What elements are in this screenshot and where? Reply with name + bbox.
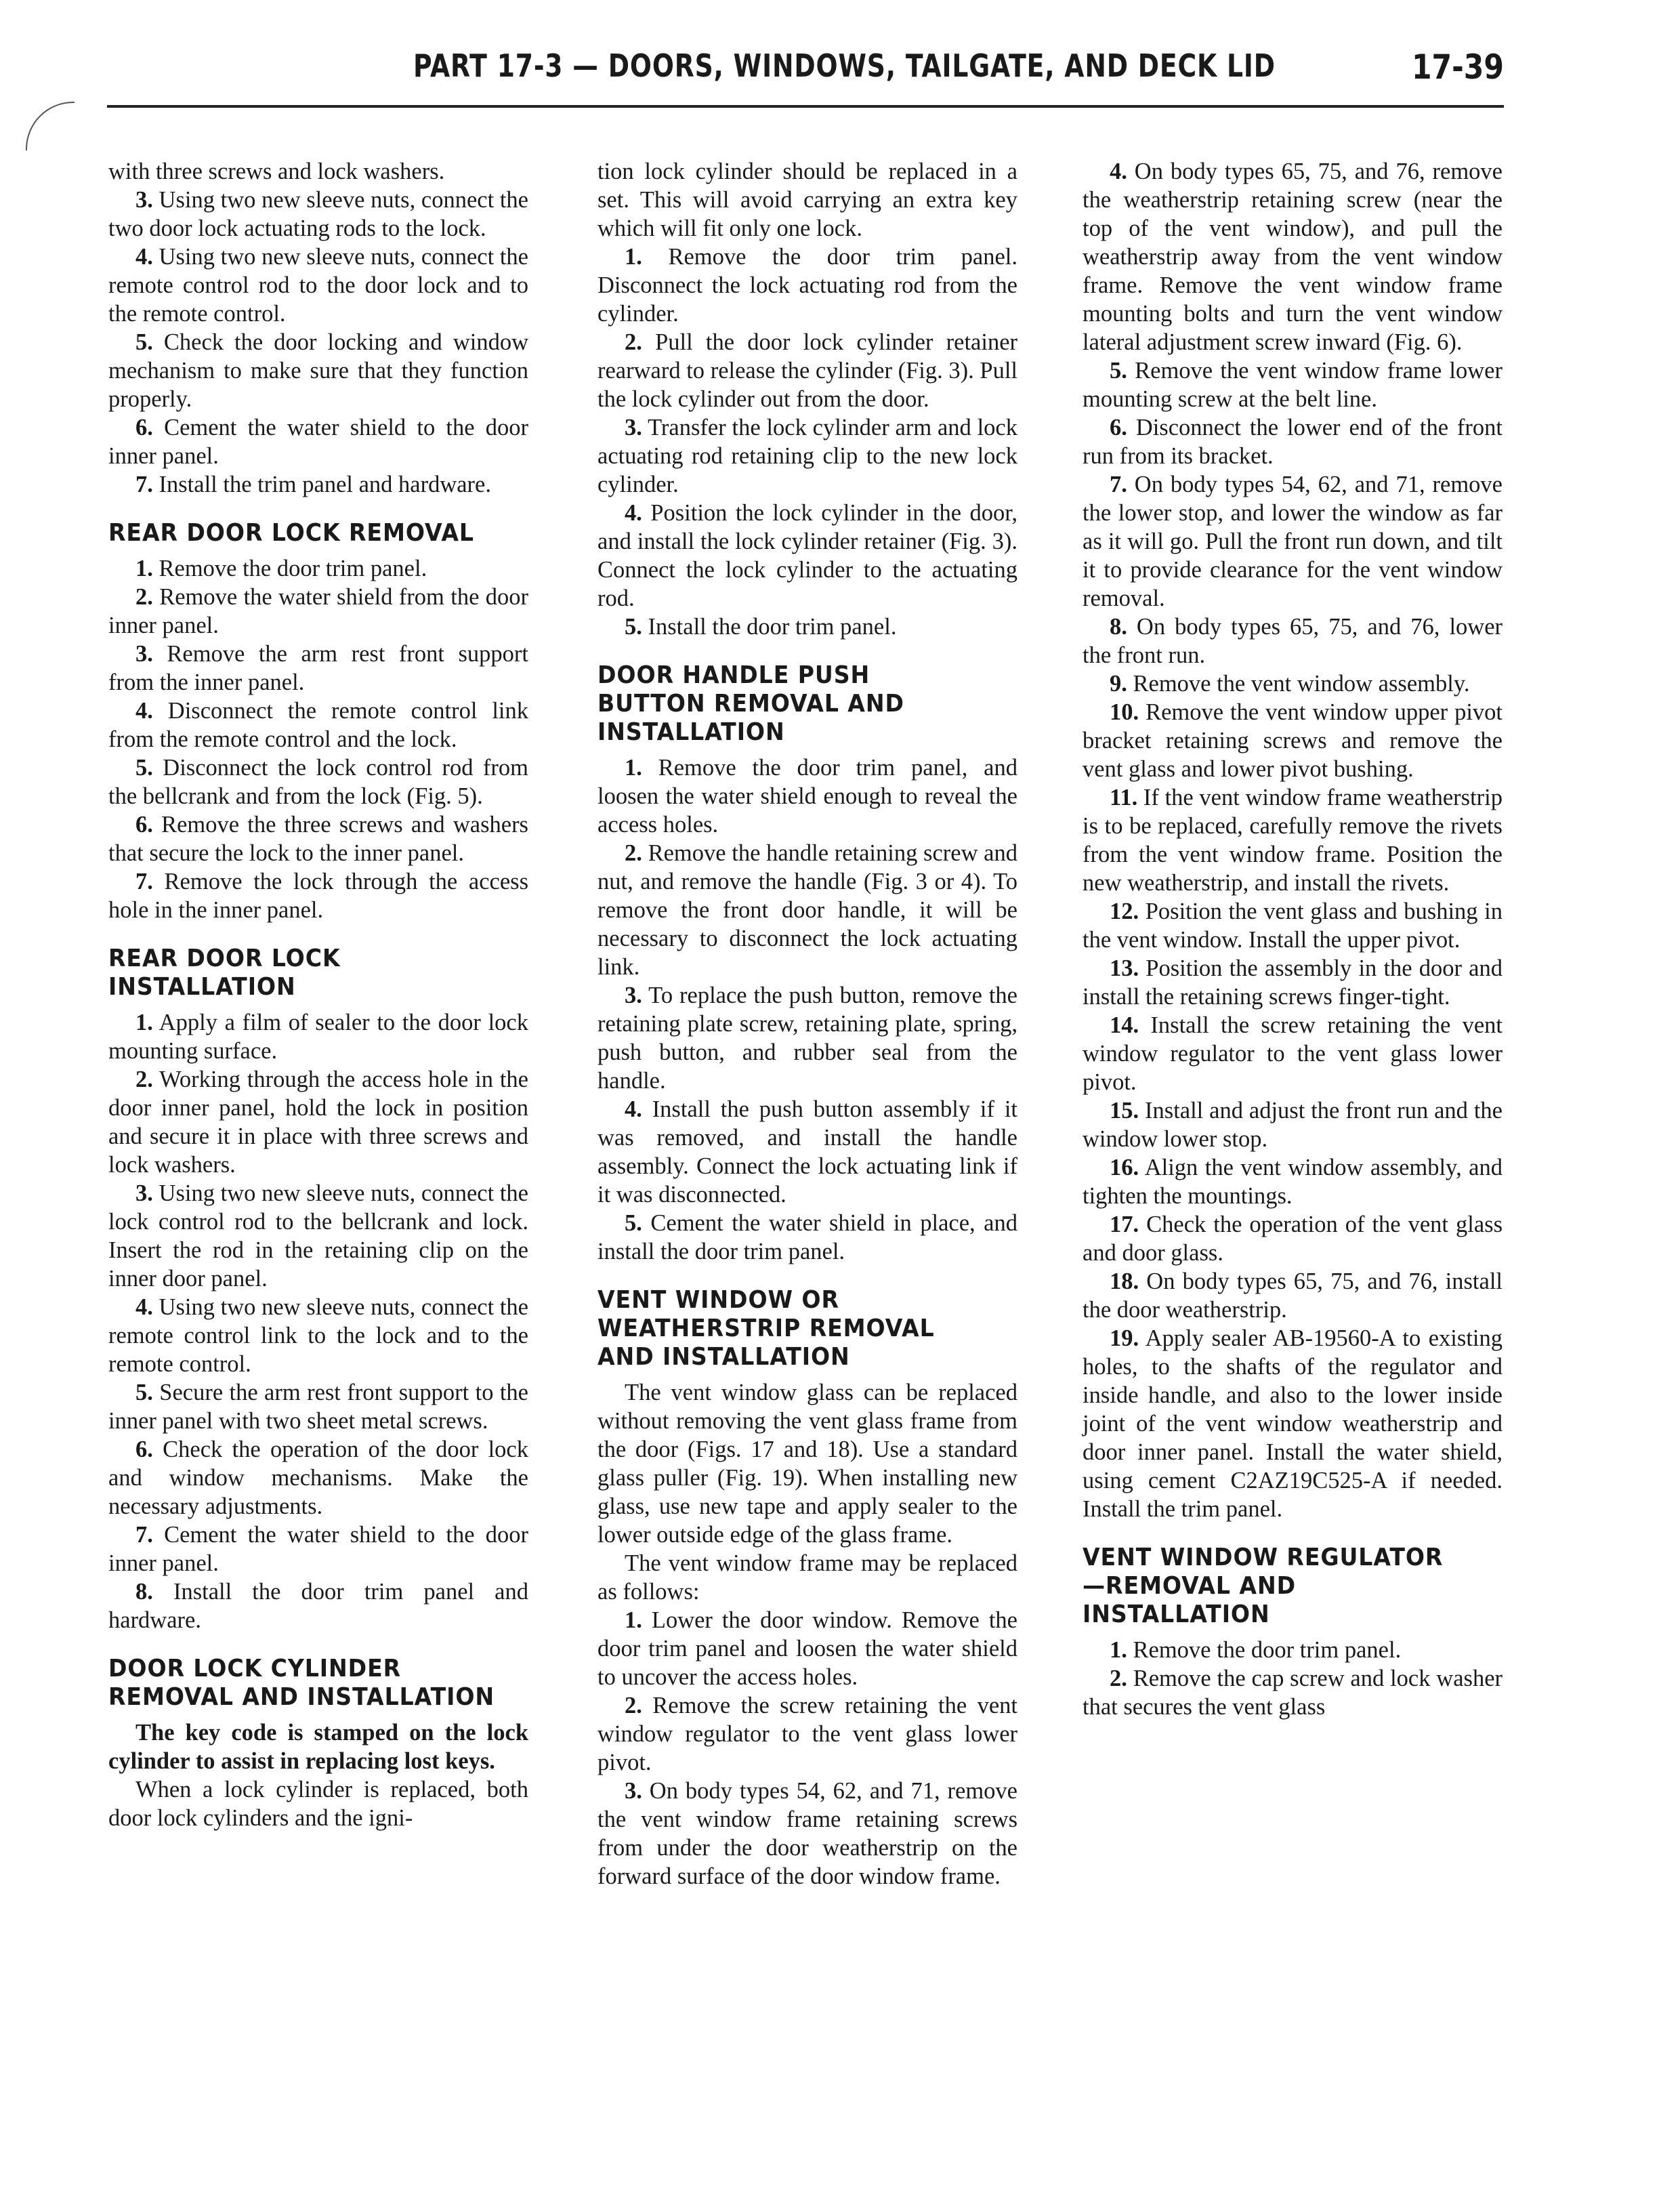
step-text: Cement the water shield to the door inner panel. xyxy=(108,415,528,469)
procedure-step xyxy=(1083,1636,1503,1664)
procedure-step xyxy=(108,328,528,413)
step-text: Secure the arm rest front support to the inner panel with two sheet metal screws. xyxy=(108,1380,528,1434)
section-heading: VENT WINDOW OR WEATHERSTRIP REMOVAL AND INSTALLATION xyxy=(597,1286,935,1371)
procedure-step xyxy=(1083,1267,1503,1324)
step-number: 1. xyxy=(625,244,642,270)
step-number: 4. xyxy=(135,698,153,724)
step-number: 6. xyxy=(1110,415,1127,440)
step-text: Position the lock cylinder in the door, and install the lock cylinder retainer (Fig. 3). Connect the lock cylinder to the actuating rod. xyxy=(597,500,1017,611)
step-text: Remove the vent window frame lower mounting screw at the belt line. xyxy=(1083,358,1503,412)
procedure-step xyxy=(597,613,1017,641)
paragraph: with three screws and lock washers. xyxy=(108,159,445,184)
step-number: 2. xyxy=(135,1067,153,1092)
step-number: 2. xyxy=(625,840,642,866)
procedure-step xyxy=(597,328,1017,413)
step-number: 4. xyxy=(135,1294,153,1320)
procedure-step xyxy=(597,839,1017,981)
step-number: 5. xyxy=(135,755,153,781)
step-text: Transfer the lock cylinder arm and lock actuating rod retaining clip to the new lock cylinder. xyxy=(597,415,1017,497)
step-text: Apply sealer AB-19560-A to existing holes, to the shafts of the regulator and inside handle, and also to the lower inside joint of the vent window weatherstrip and door inner panel. Install the water shield, using cement C2AZ19C525-A if needed. Install the trim panel. xyxy=(1083,1325,1503,1522)
step-text: On body types 65, 75, and 76, install the door weatherstrip. xyxy=(1083,1268,1503,1323)
step-number: 3. xyxy=(625,1778,642,1804)
step-number: 12. xyxy=(1110,899,1139,924)
section-heading: REAR DOOR LOCK REMOVAL xyxy=(108,519,474,547)
step-text: Install the push button assembly if it was removed, and install the handle assembly. Connect the lock actuating link if it was disconnected. xyxy=(597,1096,1017,1207)
section-title: PART 17-3 — DOORS, WINDOWS, TAILGATE, AND DECK LID xyxy=(413,47,1276,84)
procedure-step xyxy=(1083,1153,1503,1210)
bold-note: The key code is stamped on the lock cylinder to assist in replacing lost keys. xyxy=(108,1720,528,1774)
step-text: Cement the water shield to the door inner panel. xyxy=(108,1522,528,1576)
step-number: 9. xyxy=(1110,671,1127,697)
step-number: 1. xyxy=(135,1010,153,1035)
step-number: 3. xyxy=(625,983,642,1008)
procedure-step xyxy=(1083,897,1503,954)
step-number: 2. xyxy=(625,329,642,355)
procedure-step xyxy=(597,1691,1017,1777)
procedure-step xyxy=(108,554,528,583)
step-text: Using two new sleeve nuts, connect the remote control rod to the door lock and to the remote control. xyxy=(108,244,528,327)
step-text: Align the vent window assembly, and tighten the mountings. xyxy=(1083,1155,1503,1209)
step-number: 1. xyxy=(135,556,153,581)
step-number: 5. xyxy=(135,329,153,355)
step-text: Using two new sleeve nuts, connect the remote control link to the lock and to the remote control. xyxy=(108,1294,528,1377)
step-number: 6. xyxy=(135,415,153,440)
step-text: Remove the vent window upper pivot bracket retaining screws and remove the vent glass and lower pivot bushing. xyxy=(1083,699,1503,782)
step-text: Position the vent glass and bushing in the vent window. Install the upper pivot. xyxy=(1083,899,1503,953)
procedure-step xyxy=(108,1008,528,1065)
step-text: Position the assembly in the door and install the retaining screws finger-tight. xyxy=(1083,955,1503,1010)
step-number: 4. xyxy=(625,500,642,526)
step-text: Remove the door trim panel. xyxy=(1127,1637,1402,1663)
step-text: Disconnect the lower end of the front run from its bracket. xyxy=(1083,415,1503,469)
step-text: Remove the water shield from the door inner panel. xyxy=(108,584,528,638)
procedure-step xyxy=(1083,698,1503,783)
step-text: If the vent window frame weatherstrip is to be replaced, carefully remove the rivets from the vent window frame. Position the new weatherstrip, and install the rivets. xyxy=(1083,785,1503,896)
text-column-3 xyxy=(1083,157,1503,1721)
step-number: 17. xyxy=(1110,1212,1139,1237)
section-heading: DOOR HANDLE PUSH BUTTON REMOVAL AND INSTALLATION xyxy=(597,661,904,746)
step-text: Remove the door trim panel, and loosen the water shield enough to reveal the access holes. xyxy=(597,755,1017,838)
step-text: Remove the lock through the access hole in the inner panel. xyxy=(108,869,528,923)
procedure-step xyxy=(108,413,528,470)
step-text: Disconnect the lock control rod from the bellcrank and from the lock (Fig. 5). xyxy=(108,755,528,809)
step-text: On body types 65, 75, and 76, remove the weatherstrip retaining screw (near the top of the vent window), and pull the weatherstrip away from the vent window frame. Remove the vent window frame mounting bolts and turn the vent window lateral adjustment screw inward (Fig. 6). xyxy=(1083,159,1503,355)
procedure-step xyxy=(108,1293,528,1378)
procedure-step xyxy=(597,1209,1017,1266)
step-text: Install and adjust the front run and the window lower stop. xyxy=(1083,1098,1503,1152)
step-number: 16. xyxy=(1110,1155,1139,1180)
procedure-step xyxy=(1083,356,1503,413)
procedure-step xyxy=(108,1378,528,1435)
step-text: On body types 54, 62, and 71, remove the vent window frame retaining screws from under the door weatherstrip on the forward surface of the door window frame. xyxy=(597,1778,1017,1889)
procedure-step xyxy=(1083,413,1503,470)
step-text: Apply a film of sealer to the door lock mounting surface. xyxy=(108,1010,528,1064)
text-column-2 xyxy=(597,157,1017,1891)
procedure-step xyxy=(108,1577,528,1634)
step-text: Remove the door trim panel. Disconnect the lock actuating rod from the cylinder. xyxy=(597,244,1017,327)
procedure-step xyxy=(108,810,528,867)
section-heading: DOOR LOCK CYLINDER REMOVAL AND INSTALLATION xyxy=(108,1655,495,1711)
step-text: Cement the water shield in place, and install the door trim panel. xyxy=(597,1210,1017,1264)
procedure-step xyxy=(597,754,1017,839)
procedure-step xyxy=(597,499,1017,613)
procedure-step xyxy=(597,1095,1017,1209)
step-number: 5. xyxy=(625,614,642,640)
step-text: Install the screw retaining the vent window regulator to the vent glass lower pivot. xyxy=(1083,1012,1503,1095)
step-text: Remove the arm rest front support from the inner panel. xyxy=(108,641,528,695)
procedure-step xyxy=(108,867,528,924)
step-text: On body types 54, 62, and 71, remove the lower stop, and lower the window as far as it will go. Pull the front run down, and tilt it to provide clearance for the vent window removal. xyxy=(1083,472,1503,611)
procedure-step xyxy=(108,1435,528,1521)
step-number: 2. xyxy=(625,1693,642,1718)
procedure-step xyxy=(108,1521,528,1577)
step-number: 7. xyxy=(135,1522,153,1548)
page-number: 17-39 xyxy=(1412,47,1504,87)
procedure-step xyxy=(1083,783,1503,897)
step-number: 4. xyxy=(135,244,153,270)
step-number: 6. xyxy=(135,1437,153,1462)
step-text: Check the door locking and window mechanism to make sure that they function properly. xyxy=(108,329,528,412)
procedure-step xyxy=(1083,1324,1503,1523)
step-number: 18. xyxy=(1110,1268,1139,1294)
step-number: 7. xyxy=(135,869,153,894)
step-text: Working through the access hole in the door inner panel, hold the lock in position and secure it in place with three screws and lock washers. xyxy=(108,1067,528,1178)
step-number: 1. xyxy=(625,1607,642,1633)
step-text: Remove the cap screw and lock washer that secures the vent glass xyxy=(1083,1666,1503,1720)
procedure-step xyxy=(597,243,1017,328)
text-column-1 xyxy=(108,157,528,1832)
procedure-step xyxy=(108,243,528,328)
step-text: Using two new sleeve nuts, connect the two door lock actuating rods to the lock. xyxy=(108,187,528,241)
procedure-step xyxy=(597,981,1017,1095)
step-number: 4. xyxy=(1110,159,1127,184)
step-text: Using two new sleeve nuts, connect the lock control rod to the bellcrank and lock. Insert the rod in the retaining clip on the inner door panel. xyxy=(108,1180,528,1292)
step-number: 3. xyxy=(135,641,153,667)
paragraph: When a lock cylinder is replaced, both door lock cylinders and the igni- xyxy=(108,1777,528,1831)
scan-corner-mark xyxy=(26,102,75,150)
step-number: 2. xyxy=(135,584,153,610)
page-header xyxy=(108,47,1504,95)
step-number: 5. xyxy=(135,1380,153,1405)
step-text: Remove the screw retaining the vent window regulator to the vent glass lower pivot. xyxy=(597,1693,1017,1775)
step-number: 8. xyxy=(1110,614,1127,640)
paragraph: tion lock cylinder should be replaced in a set. This will avoid carrying an extra key which will fit only one lock. xyxy=(597,159,1017,241)
step-number: 5. xyxy=(625,1210,642,1236)
step-number: 4. xyxy=(625,1096,642,1122)
step-text: Install the trim panel and hardware. xyxy=(152,472,491,497)
procedure-step xyxy=(108,186,528,243)
step-number: 5. xyxy=(1110,358,1127,384)
section-heading: VENT WINDOW REGULATOR —REMOVAL AND INSTALLATION xyxy=(1083,1544,1444,1628)
step-number: 13. xyxy=(1110,955,1139,981)
procedure-step xyxy=(108,754,528,810)
step-number: 3. xyxy=(625,415,642,440)
step-number: 1. xyxy=(625,755,642,781)
step-text: Remove the handle retaining screw and nut, and remove the handle (Fig. 3 or 4). To remove the front door handle, it will be necessary to disconnect the lock actuating link. xyxy=(597,840,1017,980)
step-text: Remove the three screws and washers that secure the lock to the inner panel. xyxy=(108,812,528,866)
step-number: 1. xyxy=(1110,1637,1127,1663)
section-heading: REAR DOOR LOCK INSTALLATION xyxy=(108,945,341,1001)
procedure-step xyxy=(108,1179,528,1293)
paragraph: The vent window glass can be replaced without removing the vent glass frame from the door (Figs. 17 and 18). Use a standard glass puller (Fig. 19). When installing new glass, use new tape and apply sealer to the lower outside edge of the glass frame. xyxy=(597,1380,1017,1548)
step-text: Check the operation of the vent glass and door glass. xyxy=(1083,1212,1503,1266)
procedure-step xyxy=(1083,954,1503,1011)
step-text: Disconnect the remote control link from the remote control and the lock. xyxy=(108,698,528,752)
step-text: Install the door trim panel and hardware. xyxy=(108,1579,528,1633)
procedure-step xyxy=(108,1065,528,1179)
step-text: Lower the door window. Remove the door trim panel and loosen the water shield to uncover the access holes. xyxy=(597,1607,1017,1690)
step-text: To replace the push button, remove the retaining plate screw, retaining plate, spring, push button, and rubber seal from the handle. xyxy=(597,983,1017,1094)
step-number: 3. xyxy=(135,1180,153,1206)
procedure-step xyxy=(1083,613,1503,669)
step-number: 10. xyxy=(1110,699,1139,725)
procedure-step xyxy=(1083,470,1503,613)
step-text: On body types 65, 75, and 76, lower the front run. xyxy=(1083,614,1503,668)
procedure-step xyxy=(108,470,528,499)
procedure-step xyxy=(597,1606,1017,1691)
procedure-step xyxy=(597,413,1017,499)
step-number: 3. xyxy=(135,187,153,213)
procedure-step xyxy=(1083,157,1503,356)
procedure-step xyxy=(108,640,528,697)
step-number: 14. xyxy=(1110,1012,1139,1038)
step-number: 7. xyxy=(1110,472,1127,497)
procedure-step xyxy=(108,583,528,640)
procedure-step xyxy=(597,1777,1017,1891)
step-number: 8. xyxy=(135,1579,153,1605)
step-number: 15. xyxy=(1110,1098,1139,1123)
step-number: 2. xyxy=(1110,1666,1127,1691)
procedure-step xyxy=(1083,1210,1503,1267)
step-text: Install the door trim panel. xyxy=(642,614,897,640)
step-number: 6. xyxy=(135,812,153,838)
procedure-step xyxy=(1083,1664,1503,1721)
procedure-step xyxy=(1083,669,1503,698)
step-text: Remove the vent window assembly. xyxy=(1127,671,1470,697)
procedure-step xyxy=(1083,1096,1503,1153)
step-text: Pull the door lock cylinder retainer rearward to release the cylinder (Fig. 3). Pull the lock cylinder out from the door. xyxy=(597,329,1017,412)
step-number: 7. xyxy=(135,472,153,497)
step-number: 11. xyxy=(1110,785,1138,810)
procedure-step xyxy=(108,697,528,754)
step-text: Check the operation of the door lock and window mechanisms. Make the necessary adjustments. xyxy=(108,1437,528,1519)
procedure-step xyxy=(1083,1011,1503,1096)
step-number: 19. xyxy=(1110,1325,1139,1351)
paragraph: The vent window frame may be replaced as follows: xyxy=(597,1550,1017,1605)
header-rule xyxy=(107,105,1504,108)
step-text: Remove the door trim panel. xyxy=(152,556,427,581)
